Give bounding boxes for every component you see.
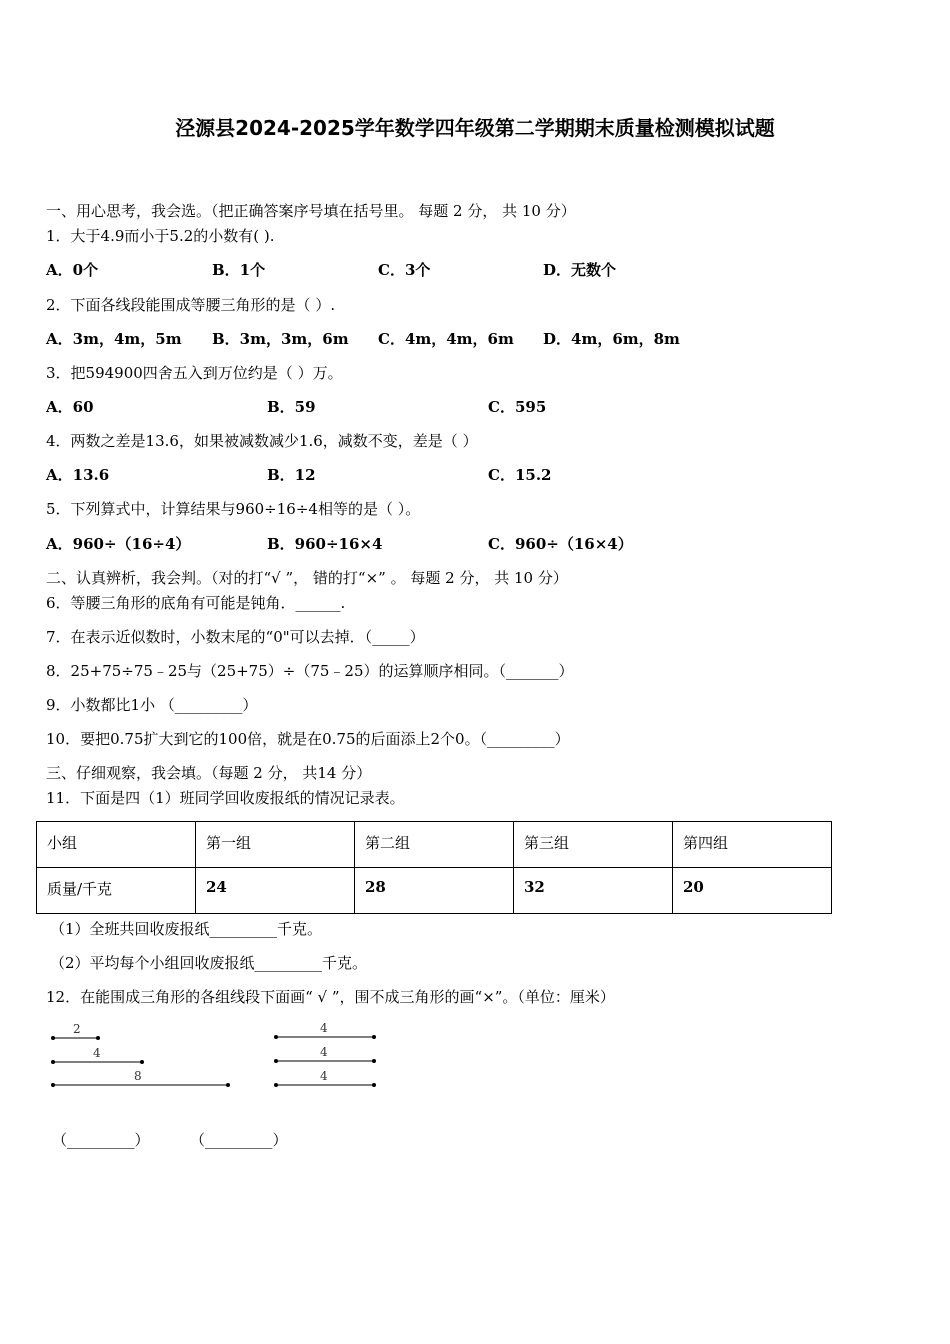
question-12: 12．在能围成三角形的各组线段下面画“ √ ”，围不成三角形的画“×”。（单位：厘米）: [46, 988, 615, 1006]
table-cell: 第一组: [196, 822, 355, 868]
segment-label: 4: [320, 1021, 328, 1035]
segment-label: 4: [93, 1046, 101, 1060]
q3-option-b: B．59: [267, 398, 316, 416]
q3-option-a: A．60: [46, 398, 94, 416]
question-6: 6．等腰三角形的底角有可能是钝角．______.: [46, 594, 346, 612]
segment-endpoint: [372, 1035, 376, 1039]
segment-label: 8: [134, 1069, 142, 1083]
segment-endpoint: [226, 1083, 230, 1087]
q1-option-c: C．3个: [378, 261, 431, 279]
q4-option-b: B．12: [267, 466, 316, 484]
segment-endpoint: [274, 1083, 278, 1087]
question-7: 7．在表示近似数时，小数末尾的“0"可以去掉．（_____）: [46, 628, 425, 646]
segment-label: 4: [320, 1045, 328, 1059]
table-header-row: [37, 822, 832, 868]
table-cell: 24: [196, 868, 355, 914]
segment-endpoint: [51, 1036, 55, 1040]
section2-heading: 二、认真辨析，我会判。（对的打“√ ”， 错的打“×” 。 每题 2 分， 共 10 分）: [46, 569, 568, 587]
segment-endpoint: [51, 1083, 55, 1087]
question-1: 1．大于4.9而小于5.2的小数有( ).: [46, 227, 275, 245]
question-4: 4．两数之差是13.6，如果被减数减少1.6，减数不变，差是（ ）: [46, 432, 478, 450]
q2-option-b: B．3m，3m，6m: [212, 330, 349, 348]
question-2: 2．下面各线段能围成等腰三角形的是（ ）.: [46, 296, 336, 314]
question-11-sub2: （2）平均每个小组回收废报纸_________千克。: [50, 954, 368, 972]
segment-endpoint: [274, 1059, 278, 1063]
segment-endpoint: [96, 1036, 100, 1040]
q4-option-c: C．15.2: [488, 466, 552, 484]
table-cell: 20: [673, 868, 832, 914]
table-cell: 第三组: [514, 822, 673, 868]
table-cell: 32: [514, 868, 673, 914]
q5-option-a: A．960÷（16÷4）: [46, 535, 191, 553]
question-11-sub1: （1）全班共回收废报纸_________千克。: [50, 920, 323, 938]
table-cell: 第四组: [673, 822, 832, 868]
q5-option-c: C．960÷（16×4）: [488, 535, 633, 553]
table-cell: 28: [355, 868, 514, 914]
q5-option-b: B．960÷16×4: [267, 535, 383, 553]
segment-endpoint: [372, 1059, 376, 1063]
question-5: 5．下列算式中，计算结果与960÷16÷4相等的是（ ）。: [46, 500, 421, 518]
q2-option-d: D．4m，6m，8m: [543, 330, 680, 348]
q12-answer-2: （_________）: [190, 1131, 288, 1149]
segment-endpoint: [51, 1060, 55, 1064]
question-10: 10．要把0.75扩大到它的100倍，就是在0.75的后面添上2个0。（_________）: [46, 730, 570, 748]
q4-option-a: A．13.6: [46, 466, 110, 484]
q2-option-a: A．3m，4m，5m: [46, 330, 182, 348]
q1-option-b: B．1个: [212, 261, 266, 279]
table-cell: 第二组: [355, 822, 514, 868]
record-table: [36, 821, 832, 914]
question-8: 8．25+75÷75﹣25与（25+75）÷（75﹣25）的运算顺序相同。（_______）: [46, 662, 574, 680]
question-9: 9．小数都比1小 （_________）: [46, 696, 258, 714]
segment-group-1: [51, 1022, 230, 1087]
q1-option-a: A．0个: [46, 261, 99, 279]
segment-figures: [40, 1018, 400, 1098]
segment-label: 4: [320, 1069, 328, 1083]
table-cell: 小组: [37, 822, 196, 868]
question-3: 3．把594900四舍五入到万位约是（ ）万。: [46, 364, 343, 382]
section1-heading: 一、用心思考，我会选。（把正确答案序号填在括号里。 每题 2 分， 共 10 分）: [46, 202, 576, 220]
segment-endpoint: [274, 1035, 278, 1039]
q3-option-c: C．595: [488, 398, 547, 416]
table-cell: 质量/千克: [37, 868, 196, 914]
section3-heading: 三、仔细观察，我会填。（每题 2 分， 共14 分）: [46, 764, 372, 782]
segment-endpoint: [140, 1060, 144, 1064]
segment-group-2: [274, 1021, 376, 1087]
segment-label: 2: [73, 1022, 81, 1036]
q1-option-d: D．无数个: [543, 261, 617, 279]
segment-endpoint: [372, 1083, 376, 1087]
table-row: [37, 868, 832, 914]
q2-option-c: C．4m，4m，6m: [378, 330, 514, 348]
question-11: 11．下面是四（1）班同学回收废报纸的情况记录表。: [46, 789, 405, 807]
q12-answer-1: （_________）: [52, 1131, 150, 1149]
page-title: 泾源县2024-2025学年数学四年级第二学期期末质量检测模拟试题: [175, 116, 775, 140]
